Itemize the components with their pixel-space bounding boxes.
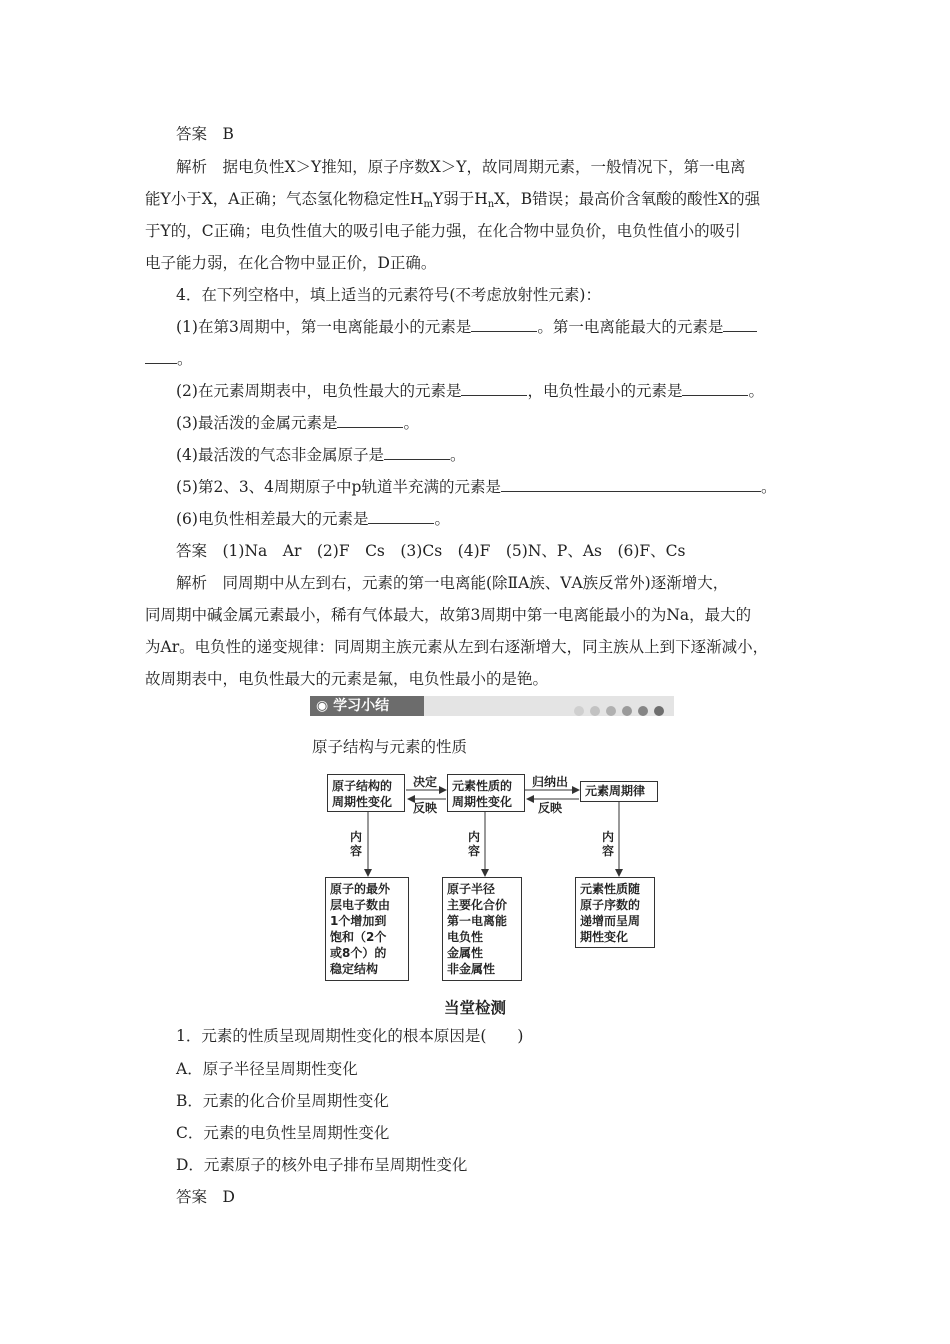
summary-banner-tag: ◉ 学习小结 (310, 696, 424, 716)
label-content: 内 容 (350, 830, 363, 858)
test-title: 当堂检测 (443, 998, 506, 1017)
box-outer-electrons: 原子的最外 层电子数由 1个增加到 饱和（2个 或8个）的 稳定结构 (325, 877, 409, 981)
q4-part3: (3)最活泼的金属元素是 。 (176, 414, 419, 432)
test-option-d[interactable]: D．元素原子的核外电子排布呈周期性变化 (176, 1156, 468, 1174)
q4-part1-cont: 。 (145, 349, 193, 369)
q4-analysis-line4: 故周期表中，电负性最大的元素是氟，电负性最小的是铯。 (145, 670, 549, 688)
q3-analysis-line2: 能Y小于X，A正确；气态氢化物稳定性$H_mY$弱于$H_nX$，B错误；最高价含氧酸的酸性X的强 (145, 190, 761, 210)
box-periodic-variation: 元素性质随 原子序数的 递增而呈周 期性变化 (575, 877, 655, 948)
test-option-b[interactable]: B．元素的化合价呈周期性变化 (176, 1092, 389, 1110)
q3-analysis-line4: 电子能力弱，在化合物中显正价，D正确。 (145, 254, 437, 272)
box-element-properties: 元素性质的 周期性变化 (447, 774, 525, 812)
q4-analysis-line2: 同周期中碱金属元素最小，稀有气体最大，故第3周期中第一电离能最小的为Na，最大的 (145, 606, 752, 624)
q3-analysis-line1: 解析 据电负性X＞Y推知，原子序数X＞Y，故同周期元素，一般情况下，第一电离 (176, 158, 746, 176)
q4-part4: (4)最活泼的气态非金属原子是 。 (176, 446, 466, 464)
box-property-list: 原子半径 主要化合价 第一电离能 电负性 金属性 非金属性 (442, 877, 522, 981)
label-content: 内 容 (602, 830, 615, 858)
test-option-c[interactable]: C．元素的电负性呈周期性变化 (176, 1124, 390, 1142)
label-determine: 决定 (413, 775, 438, 789)
test-answer: 答案 D (176, 1188, 235, 1206)
q3-analysis-line3: 于Y的，C正确；电负性值大的吸引电子能力强，在化合物中显负价，电负性值小的吸引 (145, 222, 741, 240)
q4-part1: (1)在第3周期中，第一电离能最小的元素是 。第一电离能最大的元素是 (176, 317, 757, 337)
summary-heading: 原子结构与元素的性质 (312, 738, 468, 756)
q4-stem: 4．在下列空格中，填上适当的元素符号(不考虑放射性元素)： (176, 286, 601, 304)
test-option-a[interactable]: A．原子半径呈周期性变化 (176, 1060, 358, 1078)
label-reflect: 反映 (538, 801, 563, 815)
q4-analysis-line3: 为Ar。电负性的递变规律：同周期主族元素从左到右逐渐增大，同主族从上到下逐渐减小， (145, 638, 769, 656)
box-periodic-law: 元素周期律 (580, 781, 658, 802)
q4-part5: (5)第2、3、4周期原子中p轨道半充满的元素是 。 (176, 478, 777, 496)
label-reflect: 反映 (413, 801, 438, 815)
q4-part6: (6)电负性相差最大的元素是 。 (176, 510, 450, 528)
box-atomic-structure: 原子结构的 周期性变化 (327, 774, 405, 812)
q4-analysis-line1: 解析 同周期中从左到右，元素的第一电离能(除ⅡA族、ⅤA族反常外)逐渐增大， (176, 574, 729, 592)
q4-part2: (2)在元素周期表中，电负性最大的元素是 ，电负性最小的元素是 。 (176, 382, 764, 400)
q3-answer: 答案 B (176, 125, 234, 143)
test-q1: 1．元素的性质呈现周期性变化的根本原因是( ) (176, 1027, 524, 1045)
label-content: 内 容 (468, 830, 481, 858)
q4-answer: 答案 (1)Na Ar (2)F Cs (3)Cs (4)F (5)N、P、As (6)F、Cs (176, 542, 686, 560)
label-summarize: 归纳出 (532, 775, 569, 789)
